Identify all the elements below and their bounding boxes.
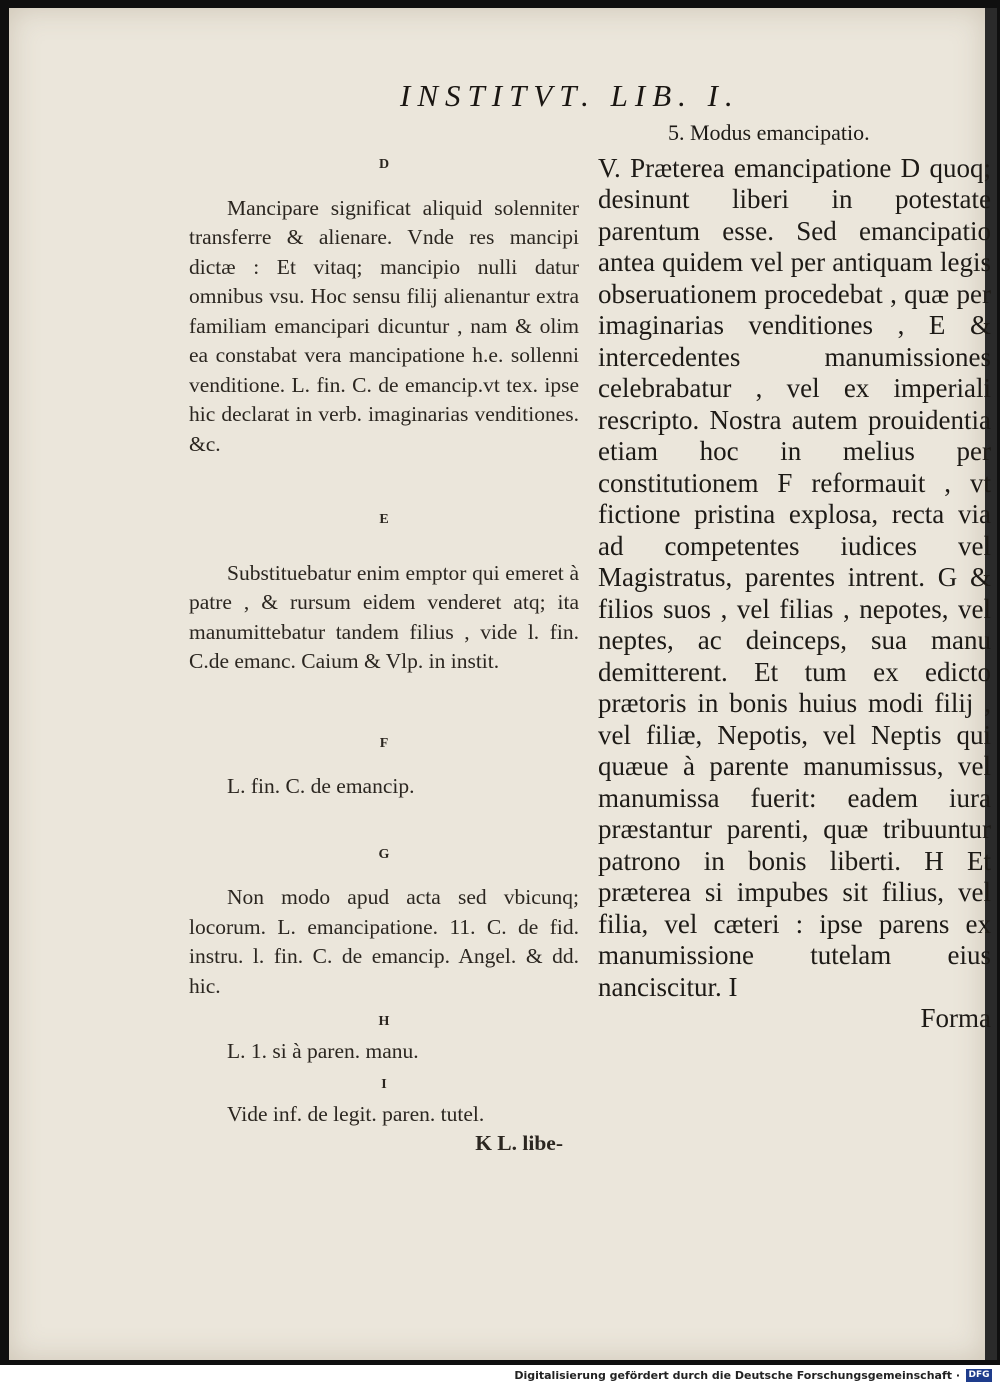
catchword: Forma [920, 1003, 991, 1033]
note-h-text: L. 1. si à paren. manu. [227, 1038, 419, 1063]
note-g-text: Non modo apud acta sed vbicunq; locorum. L. emancipatione. 11. C. de fid. instru. l. fin. C. de emancip. Angel. & dd. hic. [189, 885, 579, 998]
note-letter-i: I [381, 1077, 387, 1092]
note-letter-d: D [378, 157, 390, 172]
running-head: INSTITVT. LIB. I. [400, 78, 740, 113]
note-e-text: Substituebatur enim emptor qui emeret à patre , & rursum eidem venderet atq; ita manumittebatur tandem filius , vide l. fin. C.de emanc. Caium & Vlp. in instit. [189, 560, 579, 673]
footer-bar [0, 1365, 1000, 1388]
commentary-column [189, 150, 579, 1159]
note-d-text: Mancipare significat aliquid solenniter transferre & alienare. Vnde res mancipi dictæ : Et vitaq; mancipio nulli datur omnibus vsu. Hoc sensu filij alienantur extra familiam emancipari dicuntur , nam & olim ea constabat vera mancipatione h.e. sollenni venditione. L. fin. C. de emancip.vt tex. ipse hic declarat in verb. imaginarias venditiones. &c. [189, 195, 579, 456]
note-letter-f: F [379, 735, 389, 751]
dfg-logo: DFG [966, 1369, 992, 1382]
footer-credit: Digitalisierung gefördert durch die Deutsche Forschungsgemeinschaft · [514, 1369, 960, 1382]
main-text: V. Præterea emancipatione D quoq; desinunt liberi in potestate parentum esse. Sed emancipatio antea quidem vel per antiquam legis obseruationem procedebat , quæ per imaginarias venditiones , E & intercedentes manumissiones celebrabatur , vel ex imperiali rescripto. Nostra autem prouidentia etiam hoc in melius per constitutionem F reformauit , vt fictione pristina explosa, recta via ad competentes iudices vel Magistratus, parentes intrent. G & filios suos , vel filias , nepotes, vel neptes, ac deinceps, sua manu demitterent. Et tum ex edicto prætoris in bonis huius modi filij , vel filiæ, Nepotis, vel Neptis qui quæue à parente manumissus, vel manumissa fuerit: eadem iura præstantur parenti, quæ tribuuntur patrono in bonis liberti. H Et præterea si impubes sit filius, vel filia, vel cæteri : ipse parens ex manumissione tutelam eius nanciscitur. I [598, 152, 991, 1002]
main-text-column [598, 117, 991, 1035]
note-letter-h: H [378, 1014, 390, 1029]
catchword-left: K L. libe- [475, 1131, 563, 1155]
note-f-text: L. fin. C. de emancip. [227, 774, 415, 798]
margin-heading: 5. Modus emancipatio. [668, 120, 870, 145]
note-i-text: Vide inf. de legit. paren. tutel. [227, 1101, 485, 1126]
note-letter-g: G [378, 846, 390, 862]
note-letter-e: E [379, 512, 389, 527]
